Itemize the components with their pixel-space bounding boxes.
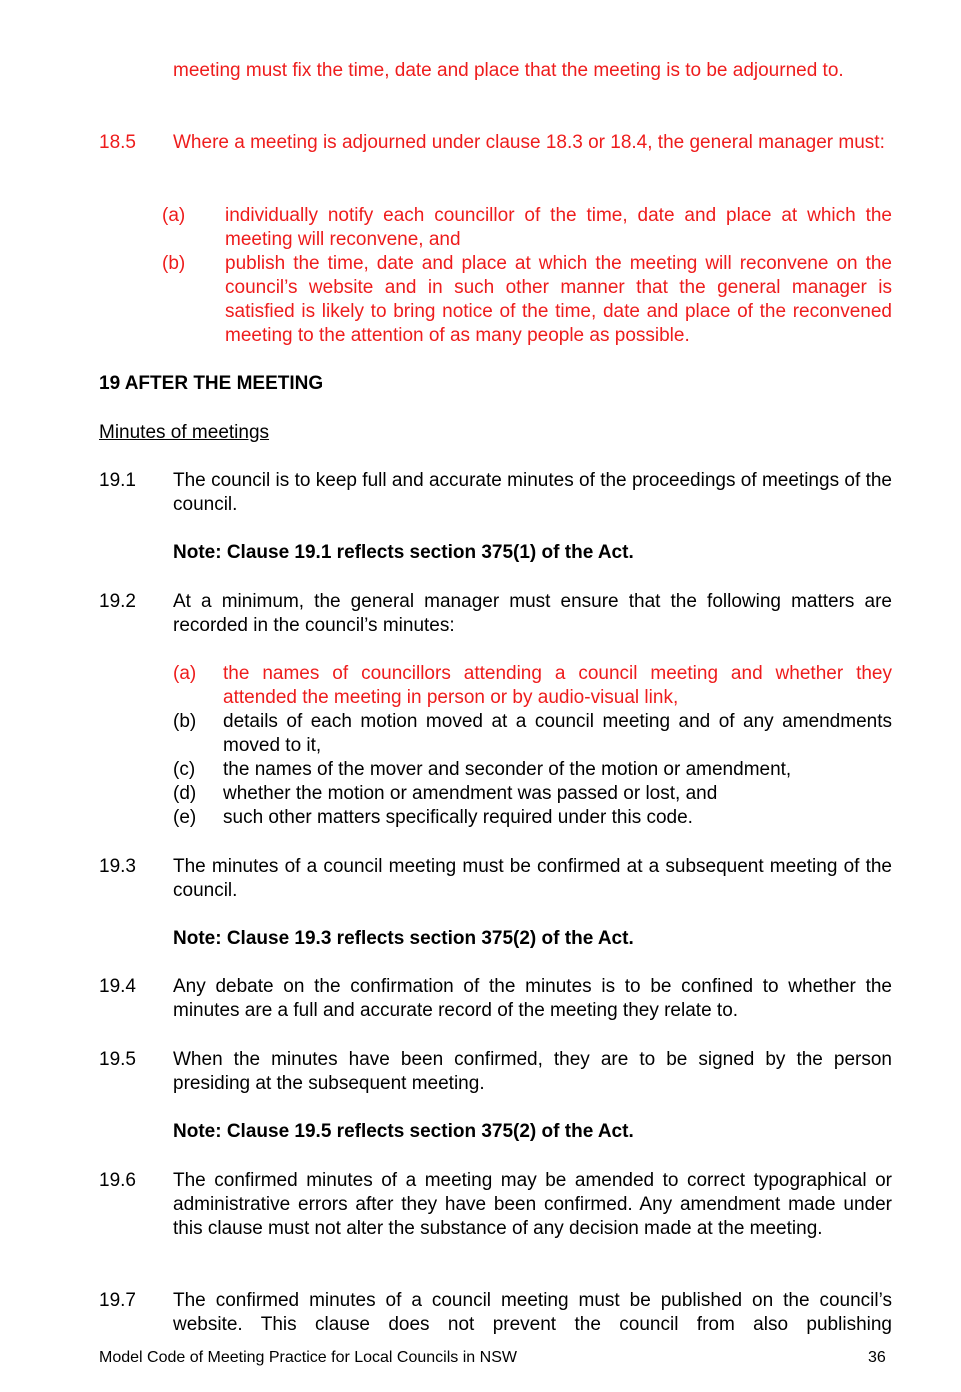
list-item-text: such other matters specifically required under this code. <box>223 807 693 828</box>
section-heading: 19 AFTER THE MEETING <box>99 373 324 394</box>
footer-title: Model Code of Meeting Practice for Local Councils in NSW <box>99 1349 517 1366</box>
clause-text: The council is to keep full and accurate minutes of the proceedings of meetings of the council. <box>173 470 892 515</box>
list-item-label: (a) <box>162 205 186 226</box>
list-item-text: whether the motion or amendment was passed or lost, and <box>223 783 718 804</box>
clause-text: Any debate on the confirmation of the minutes is to be confined to whether the minutes are a full and accurate record of the meeting they relate to. <box>173 976 892 1021</box>
clause-text: Where a meeting is adjourned under clause 18.3 or 18.4, the general manager must: <box>173 132 885 153</box>
clause-text: The confirmed minutes of a council meeting must be published on the council’s website. This clause does not prevent the council from also publishing <box>173 1290 892 1335</box>
list-item-label: (b) <box>162 253 186 274</box>
list-item-label: (e) <box>173 807 197 828</box>
clause-number: 19.3 <box>99 856 136 877</box>
clause-note: Note: Clause 19.5 reflects section 375(2) of the Act. <box>173 1121 634 1142</box>
clause-text: At a minimum, the general manager must ensure that the following matters are recorded in the council’s minutes: <box>173 591 892 636</box>
list-item-text: publish the time, date and place at which the meeting will reconvene on the council’s website and in such other manner that the general manager is satisfied is likely to bring notice of the time, date and place of the reconvened meeting to the attention of as many people as possible. <box>225 253 892 346</box>
list-item-label: (d) <box>173 783 197 804</box>
clause-number: 19.6 <box>99 1170 136 1191</box>
clause-18-4-continuation: meeting must fix the time, date and place that the meeting is to be adjourned to. <box>173 60 844 81</box>
list-item-label: (c) <box>173 759 196 780</box>
list-item-text: details of each motion moved at a council meeting and of any amendments moved to it, <box>223 711 892 756</box>
clause-number: 19.5 <box>99 1049 136 1070</box>
clause-number: 19.1 <box>99 470 136 491</box>
list-item-text: the names of councillors attending a council meeting and whether they attended the meeting in person or by audio-visual link, <box>223 663 892 708</box>
list-item-label: (a) <box>173 663 197 684</box>
clause-text: When the minutes have been confirmed, they are to be signed by the person presiding at the subsequent meeting. <box>173 1049 892 1094</box>
list-item-label: (b) <box>173 711 197 732</box>
list-item-text: individually notify each councillor of the time, date and place at which the meeting will reconvene, and <box>225 205 892 250</box>
clause-number: 19.4 <box>99 976 136 997</box>
clause-number: 18.5 <box>99 132 136 153</box>
list-item-text: the names of the mover and seconder of the motion or amendment, <box>223 759 792 780</box>
clause-number: 19.2 <box>99 591 136 612</box>
clause-text: The minutes of a council meeting must be confirmed at a subsequent meeting of the council. <box>173 856 892 901</box>
subheading: Minutes of meetings <box>99 422 270 443</box>
clause-note: Note: Clause 19.1 reflects section 375(1) of the Act. <box>173 542 634 563</box>
clause-text: The confirmed minutes of a meeting may be amended to correct typographical or administrative errors after they have been confirmed. Any amendment made under this clause must not alter the substance of any decision made at the meeting. <box>173 1170 892 1239</box>
page-number: 36 <box>868 1349 886 1366</box>
clause-note: Note: Clause 19.3 reflects section 375(2) of the Act. <box>173 928 634 949</box>
clause-number: 19.7 <box>99 1290 136 1311</box>
